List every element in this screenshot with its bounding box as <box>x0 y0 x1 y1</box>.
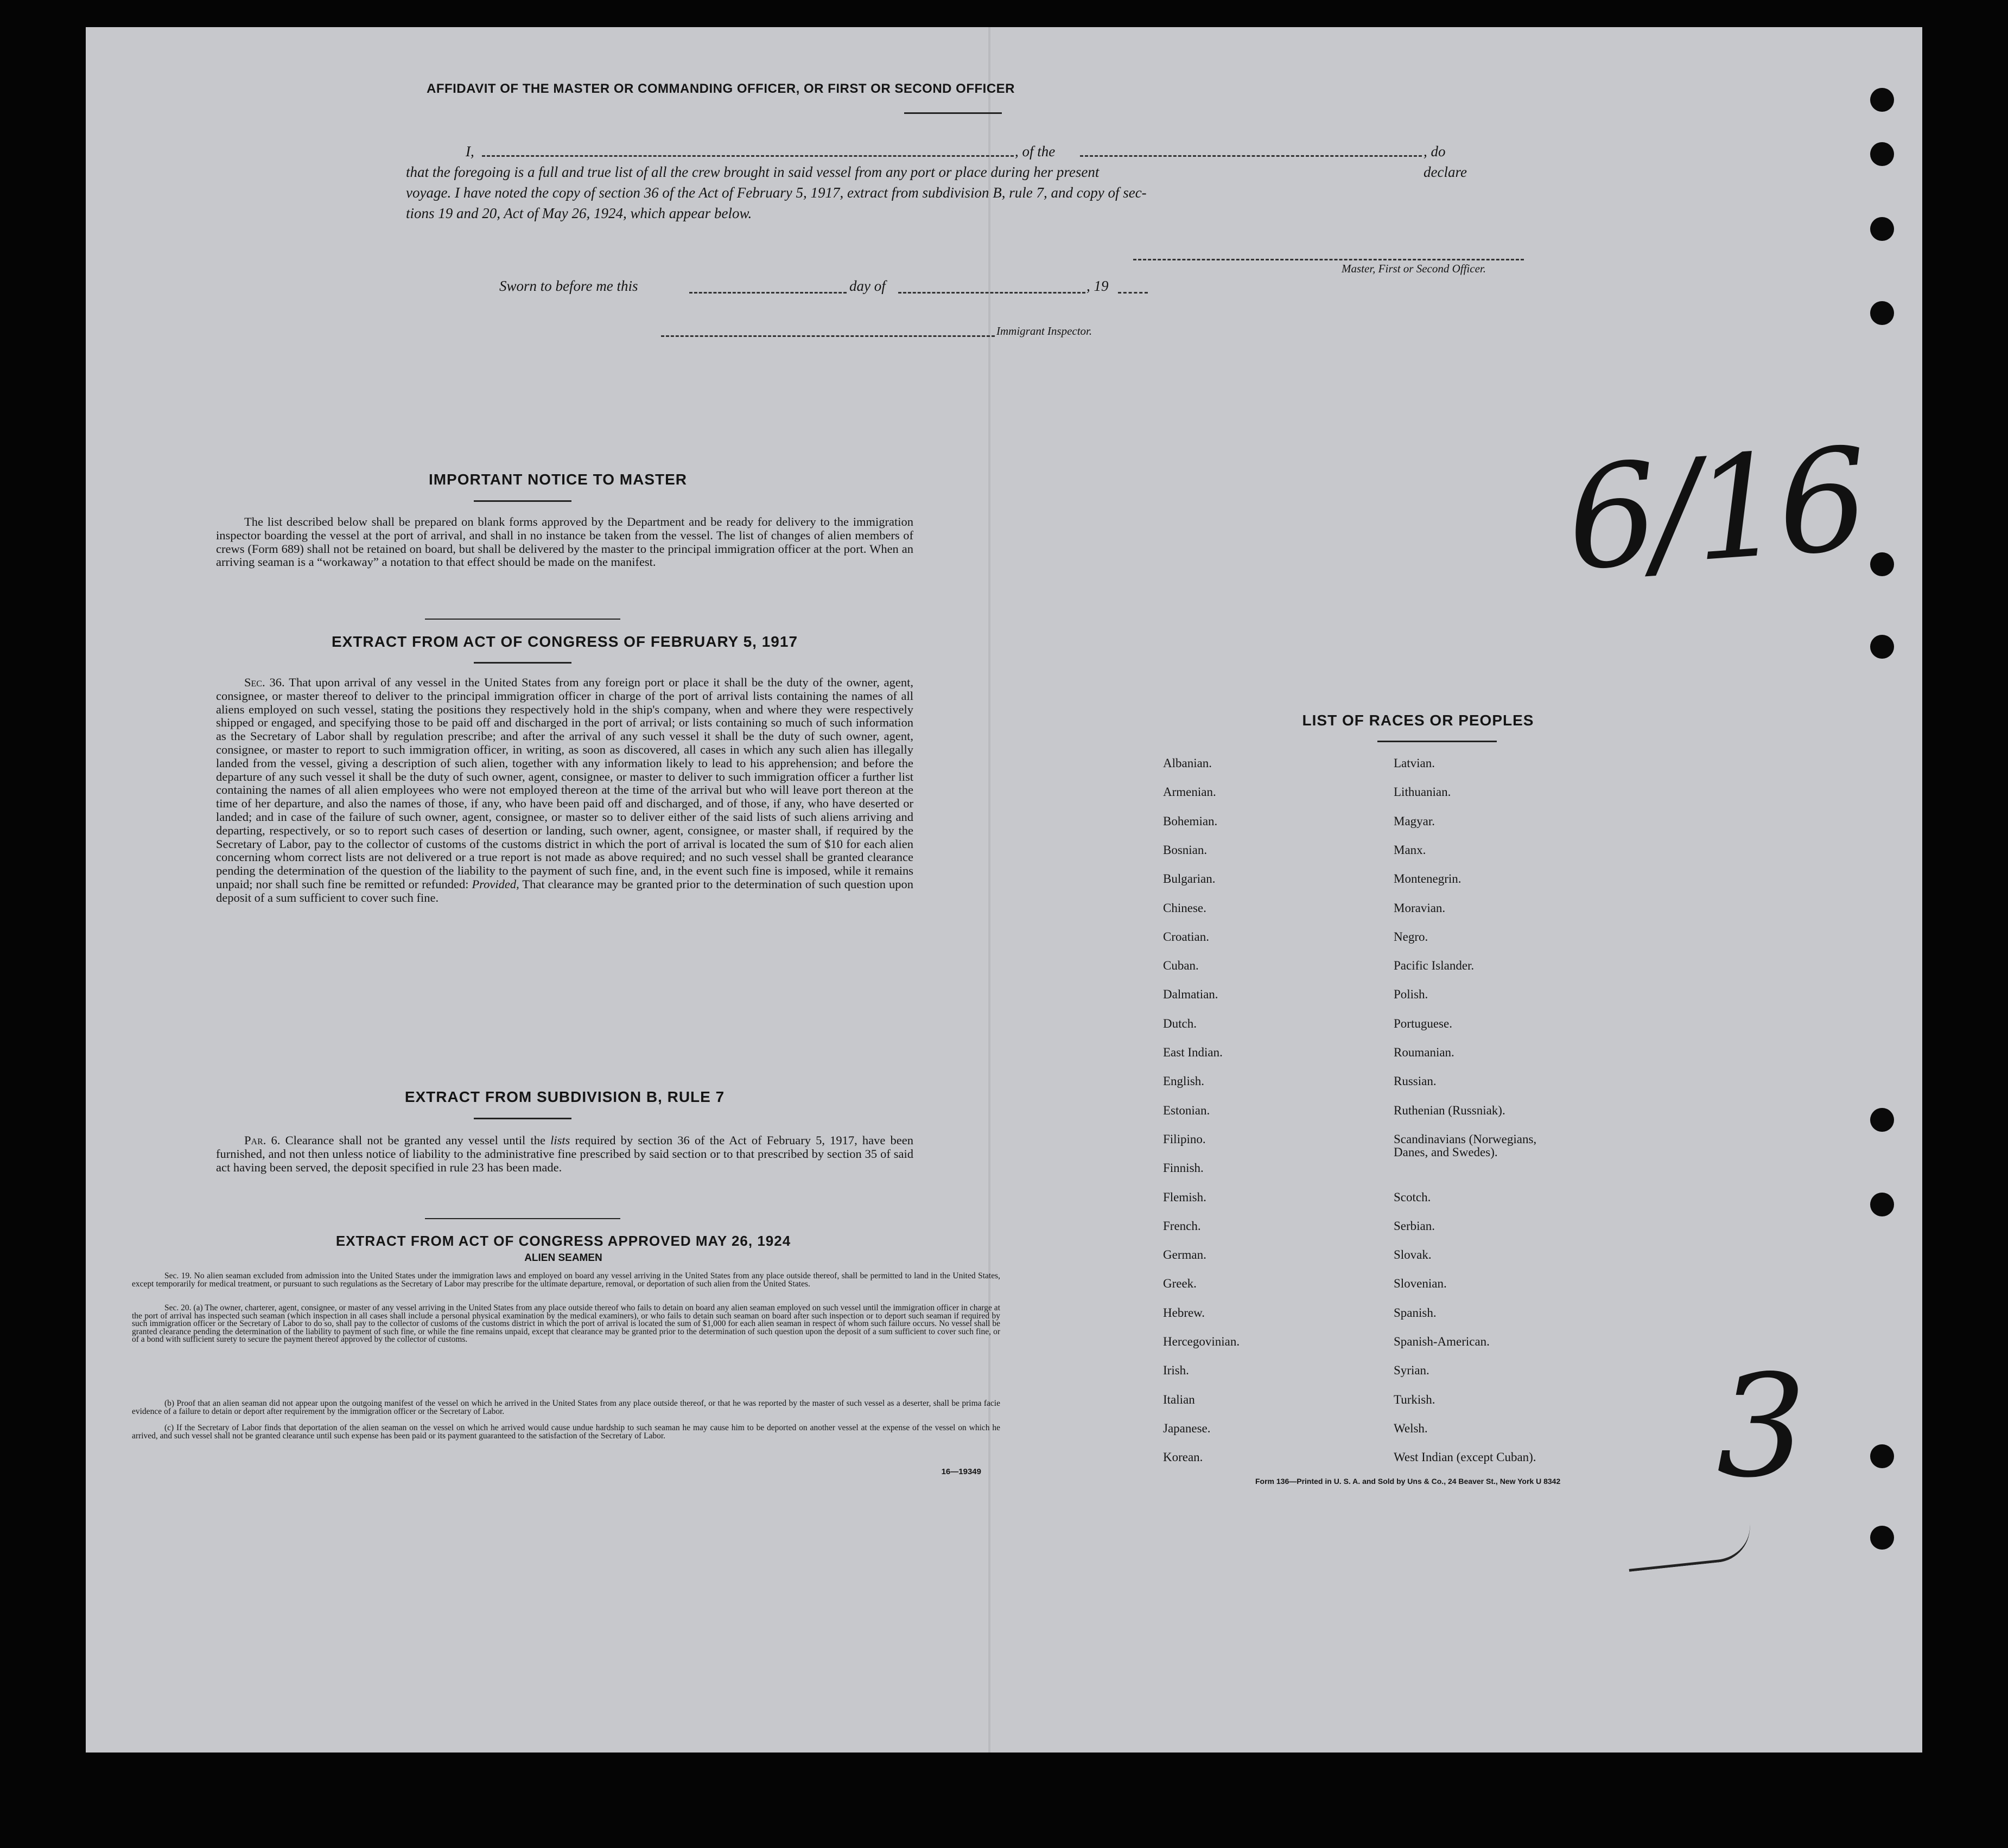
race-item: Magyar. <box>1394 814 1435 828</box>
race-item: Portuguese. <box>1394 1017 1452 1030</box>
race-item: Spanish-American. <box>1394 1335 1490 1348</box>
race-item: Polish. <box>1394 987 1428 1001</box>
race-item: Italian <box>1163 1393 1195 1406</box>
race-item: Turkish. <box>1394 1393 1435 1406</box>
extract-1917-body <box>216 676 913 905</box>
race-item: West Indian (except Cuban). <box>1394 1450 1536 1464</box>
punch-hole <box>1870 552 1894 576</box>
affidavit-line3: voyage. I have noted the copy of section 36 of the Act of February 5, 1917, extract from subdivision B, rule 7, and copy of sec- <box>406 184 1147 201</box>
provided-word: Provided, <box>472 877 519 891</box>
affidavit-line2: that the foregoing is a full and true list of all the crew brought in said vessel from any port or place during her present <box>406 164 1100 180</box>
sworn-month-blank <box>898 292 1085 294</box>
extract-rule7-title: EXTRACT FROM SUBDIVISION B, RULE 7 <box>404 1088 725 1105</box>
extract-1924-title: EXTRACT FROM ACT OF CONGRESS APPROVED MAY 26, 1924 <box>335 1233 791 1249</box>
race-item: Chinese. <box>1163 901 1206 915</box>
race-item: French. <box>1163 1219 1201 1233</box>
race-item: Manx. <box>1394 843 1426 857</box>
sec-20a-text: Sec. 20. (a) The owner, charterer, agent, consignee, or master of any vessel arriving in the United States from any place outside thereof who fails to detain on board any alien seaman employed on such vessel until the immigration officer in charge at the port of arrival has inspected such seaman (which inspection in all cases shall include a personal physical examination by the medical examiners), or who fails to detain such seaman on board after such inspection or to deport such seaman if required by such immigration officer or the Secretary of Labor to do so, shall pay to the collector of customs of the customs district in which the port of arrival is located the sum of $1,000 for each alien seaman in respect of whom such failure occurs. No vessel shall be granted clearance pending the determination of the liability to payment of such fine, or while the fine remains unpaid, except that clearance may be granted prior to the determination of such question upon the deposit of a sum sufficient to cover such fine, or of a bond with sufficient surety to secure the payment thereof approved by the collector of customs. <box>132 1303 1000 1344</box>
race-item: Japanese. <box>1163 1422 1211 1435</box>
sworn-year-blank <box>1118 292 1148 294</box>
extract-1917-underline <box>474 662 571 664</box>
race-item: Hebrew. <box>1163 1306 1205 1320</box>
notice-divider <box>425 619 620 620</box>
affidavit-declaration <box>406 141 1486 224</box>
race-item: Scotch. <box>1394 1190 1431 1204</box>
race-item: Spanish. <box>1394 1306 1437 1320</box>
par-6-text-b: required by section 36 of the Act of February 5, 1917, have been furnished, and not then unless notice of liability to the administrative fine prescribed by said section or to that prescribed by section 35 of said act having been served, the deposit specified in rule 23 has been made. <box>216 1133 914 1174</box>
race-item: East Indian. <box>1163 1046 1223 1059</box>
race-item: Albanian. <box>1163 756 1212 770</box>
form-footer: Form 136—Printed in U. S. A. and Sold by Uns & Co., 24 Beaver St., New York U 8342 <box>1255 1477 1561 1486</box>
race-item: Dalmatian. <box>1163 987 1218 1001</box>
inspector-caption: Immigrant Inspector. <box>996 324 1092 337</box>
document-page <box>86 27 1922 1753</box>
master-signature-line <box>1133 259 1524 260</box>
extract-rule7-underline <box>474 1118 571 1119</box>
race-item: Bulgarian. <box>1163 872 1216 885</box>
punch-hole <box>1870 217 1894 241</box>
extract-rule7-body <box>216 1134 913 1174</box>
punch-hole <box>1870 1444 1894 1468</box>
race-item: Hercegovinian. <box>1163 1335 1240 1348</box>
extract-1924-subtitle: ALIEN SEAMEN <box>524 1252 602 1264</box>
race-item: Filipino. <box>1163 1132 1206 1146</box>
race-item: Bohemian. <box>1163 814 1218 828</box>
race-item: Dutch. <box>1163 1017 1197 1030</box>
sec-36-lead: Sec. 36. <box>244 676 285 689</box>
race-item: Serbian. <box>1394 1219 1435 1233</box>
handwritten-page-number: 6/16 <box>1562 418 1868 602</box>
race-item: German. <box>1163 1248 1206 1261</box>
race-item: Welsh. <box>1394 1422 1428 1435</box>
race-item: Irish. <box>1163 1363 1189 1377</box>
affidavit-title: AFFIDAVIT OF THE MASTER OR COMMANDING OFFICER, OR FIRST OR SECOND OFFICER <box>426 81 1015 96</box>
punch-hole <box>1870 1193 1894 1216</box>
race-item: Flemish. <box>1163 1190 1206 1204</box>
races-underline <box>1377 741 1497 742</box>
race-item: Scandinavians (Norwegians, Danes, and Swedes). <box>1394 1132 1537 1159</box>
race-item: Finnish. <box>1163 1161 1204 1175</box>
notice-title: IMPORTANT NOTICE TO MASTER <box>428 471 688 488</box>
sworn-day-blank <box>689 292 847 294</box>
race-item: Russian. <box>1394 1074 1437 1088</box>
race-item: Slovenian. <box>1394 1277 1447 1290</box>
master-caption: Master, First or Second Officer. <box>1342 262 1486 275</box>
punch-hole <box>1870 1526 1894 1550</box>
race-item: Croatian. <box>1163 930 1209 944</box>
sec-36-tail: That clearance may be granted prior to the determination of such question upon deposit of a sum sufficient to cover such fine. <box>216 877 913 904</box>
sec-19-text: Sec. 19. No alien seaman excluded from admission into the United States under the immigration laws and employed on board any vessel arriving in the United States from any place outside thereof, shall be permitted to land in the United States, except temporarily for medical treatment, or pursuant to such regulations as the Secretary of Labor may prescribe for the ultimate departure, removal, or deportation of such alien from the United States. <box>132 1271 1000 1289</box>
sworn-line <box>499 278 1259 299</box>
affidavit-of-the: , of the <box>1015 143 1056 160</box>
race-item: Latvian. <box>1394 756 1435 770</box>
sworn-text-a: Sworn to before me this <box>499 278 638 294</box>
sworn-text-b: day of <box>849 278 886 294</box>
handwritten-sheet-mark: 3 <box>1717 1345 1807 1509</box>
pen-stroke <box>1625 1524 1753 1572</box>
race-item: English. <box>1163 1074 1205 1088</box>
affidavit-declare: , do declare <box>1424 143 1467 180</box>
name-blank <box>482 155 1014 157</box>
affidavit-i: I, <box>466 143 474 160</box>
race-item: Syrian. <box>1394 1363 1429 1377</box>
punch-hole <box>1870 142 1894 166</box>
race-item: Ruthenian (Russniak). <box>1394 1104 1505 1117</box>
affidavit-line4: tions 19 and 20, Act of May 26, 1924, which appear below. <box>406 205 752 221</box>
race-item: Greek. <box>1163 1277 1197 1290</box>
form-code: 16—19349 <box>941 1467 981 1476</box>
notice-body: The list described below shall be prepared on blank forms approved by the Department and be ready for delivery to the immigration inspector boarding the vessel at the port of arrival, and shall in no instance be taken from the vessel. The list of changes of alien members of crews (Form 689) shall not be retained on board, but shall be delivered by the master to the principal immigration officer at the port. When an arriving seaman is a “workaway” a notation to that effect should be made on the manifest. <box>216 515 913 569</box>
race-item: Cuban. <box>1163 959 1199 972</box>
punch-hole <box>1870 301 1894 325</box>
inspector-signature-line <box>661 335 995 337</box>
race-item: Montenegrin. <box>1394 872 1461 885</box>
punch-hole <box>1870 635 1894 659</box>
sec-20c-text: (c) If the Secretary of Labor finds that deportation of the alien seaman on the vessel on which he arrived would cause undue hardship to such seaman he may cause him to be deported on another vessel at the expense of the vessel on which he arrived, and such vessel shall not be granted clearance until such expense has been paid or its payment guaranteed to the satisfaction of the Secretary of Labor. <box>132 1423 1000 1441</box>
extract-1917-title: EXTRACT FROM ACT OF CONGRESS OF FEBRUARY 5, 1917 <box>331 633 798 650</box>
races-right-column <box>1394 757 1698 1511</box>
race-item: Lithuanian. <box>1394 785 1451 799</box>
race-item: Moravian. <box>1394 901 1446 915</box>
race-item: Slovak. <box>1394 1248 1432 1261</box>
sworn-text-c: , 19 <box>1086 278 1109 294</box>
notice-underline <box>474 500 571 502</box>
punch-hole <box>1870 1108 1894 1132</box>
race-item: Bosnian. <box>1163 843 1208 857</box>
race-item: Negro. <box>1394 930 1428 944</box>
race-item: Pacific Islander. <box>1394 959 1475 972</box>
punch-hole <box>1870 88 1894 112</box>
races-left-column <box>1163 757 1391 1511</box>
title-underline <box>904 112 1002 114</box>
race-item: Korean. <box>1163 1450 1203 1464</box>
rule7-divider <box>425 1218 620 1219</box>
vessel-blank <box>1080 155 1422 157</box>
races-title: LIST OF RACES OR PEOPLES <box>1302 712 1534 729</box>
sec-36-text: That upon arrival of any vessel in the United States from any foreign port or place it shall be the duty of the owner, agent, consignee, or master thereof to deliver to the principal immigration officer in charge of the port of arrival lists containing the names of all aliens employed on such vessel, stating the positions they respectively hold in the ship's company, when and where they were respectively shipped or engaged, and specifying those to be paid off and discharged in the port of arrival; or lists containing so much of such information as the Secretary of Labor shall by regulation prescribe; and after the arrival of any such vessel it shall be the duty of such owner, agent, consignee, or master to report to such immigration officer, in writing, as soon as discovered, all cases in which any such alien has illegally landed from the vessel, giving a description of such alien, together with any information likely to lead to his apprehension; and before the departure of any such vessel it shall be the duty of such owner, agent, consignee, or master to deliver to such immigration officer a further list containing the names of all alien employees who were not employed thereon at the time of the arrival but who will leave port thereon at the time of her departure, and also the names of those, if any, who have been paid off and discharged, and of those, if any, who have deserted or landed; and in case of the failure of such owner, agent, consignee, or master so to deliver either of the said lists of such aliens arriving and departing, respectively, or so to report such cases of desertion or landing, such owner, agent, consignee, or master shall, if required by the Secretary of Labor, pay to the collector of customs of the customs district in which the port of arrival is located the sum of $10 for each alien concerning whom correct lists are not delivered or a true report is not made as above required; and no such vessel shall be granted clearance pending the determination of the question of the liability to the payment of such fine, and, in the event such fine is imposed, while it remains unpaid; nor shall such fine be remitted or refunded: <box>216 676 914 891</box>
sec-20b-text: (b) Proof that an alien seaman did not appear upon the outgoing manifest of the vessel on which he arrived in the United States from any place outside thereof, or that he was reported by the master of such vessel as a deserter, shall be prima facie evidence of a failure to detain or deport after requirement by the immigration officer or the Secretary of Labor. <box>132 1399 1000 1416</box>
race-item: Roumanian. <box>1394 1046 1454 1059</box>
lists-word: lists <box>550 1133 570 1147</box>
par-6-lead: Par. 6. <box>244 1133 281 1147</box>
par-6-text-a: Clearance shall not be granted any vessel until the <box>285 1133 545 1147</box>
race-item: Estonian. <box>1163 1104 1210 1117</box>
race-item: Armenian. <box>1163 785 1216 799</box>
